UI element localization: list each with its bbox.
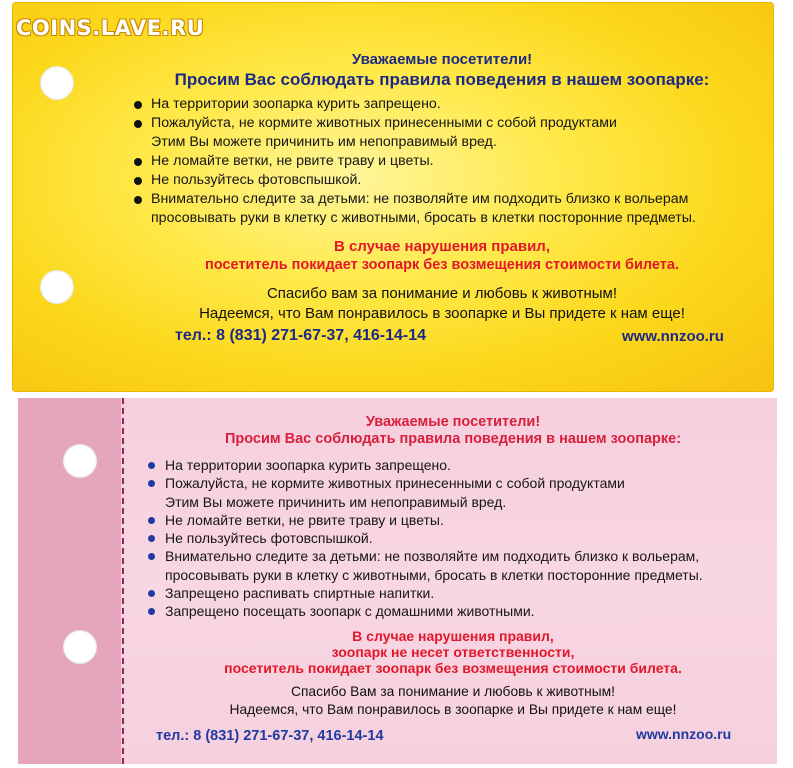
- phone-number: тел.: 8 (831) 271-67-37, 416-14-14: [156, 728, 384, 744]
- punch-hole-top: [63, 444, 97, 478]
- rule-item: Запрещено посещать зоопарк с домашними животными.: [146, 602, 703, 620]
- thanks-line: Спасибо Вам за понимание и любовь к животным!: [291, 684, 615, 699]
- warning-line: посетитель покидает зоопарк без возмещения стоимости билета.: [224, 660, 682, 676]
- warning-line: посетитель покидает зоопарк без возмещения стоимости билета.: [204, 257, 680, 273]
- phone-number: тел.: 8 (831) 271-67-37, 416-14-14: [175, 327, 427, 344]
- warning-line: В случае нарушения правил,: [352, 628, 554, 644]
- watermark: COINS.LAVE.RU: [16, 16, 205, 40]
- bullet-icon: [148, 462, 155, 469]
- rule-item: Пожалуйста, не кормите животных принесенными с собой продуктами Этим Вы можете причинить им непоправимый вред.: [146, 474, 703, 511]
- rule-item: Пожалуйста, не кормите животных принесенными с собой продуктами Этим Вы можете причинить им непоправимый вред.: [132, 114, 696, 152]
- rule-item: Внимательно следите за детьми: не позволяйте им подходить близко к вольерам, просовывать руки в клетку с животными, бросать в клетки посторонние предметы.: [146, 547, 703, 584]
- rule-item: Не ломайте ветки, не рвите траву и цветы.: [146, 511, 703, 529]
- thanks-line: Надеемся, что Вам понравилось в зоопарке и Вы придете к нам еще!: [229, 702, 677, 717]
- rule-item: На территории зоопарка курить запрещено.: [146, 456, 703, 474]
- thanks-line: Спасибо вам за понимание и любовь к животным!: [266, 285, 618, 302]
- rules-list: [146, 456, 703, 621]
- rule-item: Не пользуйтесь фотовспышкой.: [146, 529, 703, 547]
- warning-line: зоопарк не несет ответственности,: [331, 644, 575, 660]
- bullet-icon: [148, 590, 155, 597]
- ticket-heading-request: Просим Вас соблюдать правила поведения в нашем зоопарке:: [224, 431, 682, 447]
- ticket-heading-request: Просим Вас соблюдать правила поведения в нашем зоопарке:: [174, 70, 710, 89]
- bullet-icon: [134, 101, 142, 109]
- rule-item: Запрещено распивать спиртные напитки.: [146, 584, 703, 602]
- bullet-icon: [134, 177, 142, 185]
- perforation-line: [122, 398, 124, 764]
- punch-hole-top: [40, 66, 74, 100]
- pink-ticket: [18, 398, 777, 764]
- bullet-icon: [148, 517, 155, 524]
- bullet-icon: [148, 608, 155, 615]
- bullet-icon: [148, 553, 155, 560]
- bullet-icon: [134, 120, 142, 128]
- rules-list: [132, 95, 696, 228]
- website-link[interactable]: www.nnzoo.ru: [636, 726, 732, 742]
- ticket-heading-greeting: Уважаемые посетители!: [351, 51, 533, 68]
- rule-item: Внимательно следите за детьми: не позволяйте им подходить близко к вольерам просовывать руки в клетку с животными, бросать в клетки посторонние предметы.: [132, 190, 696, 228]
- rule-item: Не пользуйтесь фотовспышкой.: [132, 171, 696, 190]
- website-link[interactable]: www.nnzoo.ru: [622, 328, 724, 345]
- thanks-line: Надеемся, что Вам понравилось в зоопарке и Вы придете к нам еще!: [199, 305, 685, 322]
- bullet-icon: [148, 535, 155, 542]
- punch-hole-bottom: [40, 270, 74, 304]
- bullet-icon: [134, 158, 142, 166]
- rule-item: На территории зоопарка курить запрещено.: [132, 95, 696, 114]
- ticket-heading-greeting: Уважаемые посетители!: [365, 414, 541, 430]
- rule-item: Не ломайте ветки, не рвите траву и цветы.: [132, 152, 696, 171]
- warning-line: В случае нарушения правил,: [333, 238, 551, 255]
- bullet-icon: [134, 196, 142, 204]
- punch-hole-bottom: [63, 630, 97, 664]
- bullet-icon: [148, 480, 155, 487]
- yellow-ticket: [12, 2, 774, 392]
